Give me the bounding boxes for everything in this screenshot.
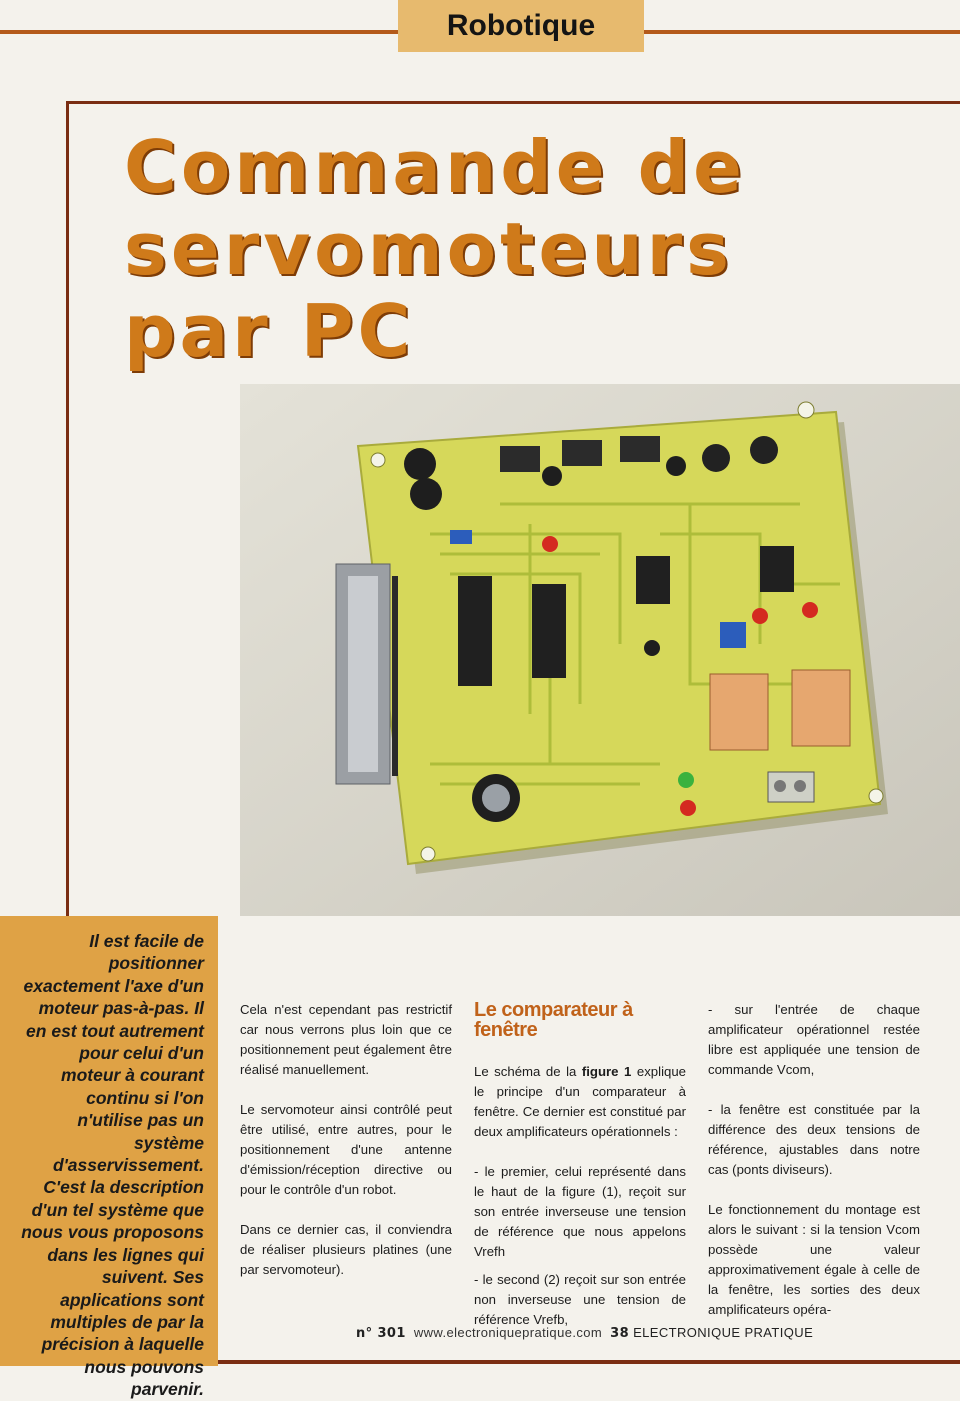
intro-text: Il est facile de positionner exactement l'axe d'un moteur pas-à-pas. Il en est tout autrement pour celui d'un moteur à courant continu si l'on n'utilise pas un système d'asservissement. C'est la description d'un tel système que nous vous proposons dans les lignes qui suivent. Ses applications sont multiples de par la précision à laquelle nous pouvons parvenir. <box>21 931 204 1400</box>
col2-paragraph: - le second (2) reçoit sur son entrée non inverseuse une tension de référence Vrefb, <box>474 1272 686 1327</box>
col1-paragraph: Cela n'est cependant pas restrictif car nous verrons plus loin que ce positionnement peut également être réalisé manuellement. <box>240 1002 452 1077</box>
col2-paragraph: - le premier, celui représenté dans le haut de la figure (1), reçoit sur son entrée inverseuse une tension de référence que nous appelons Vrefh <box>474 1164 686 1259</box>
header-rule-right <box>644 30 960 34</box>
intro-box <box>0 916 218 1400</box>
col3-paragraph: Le fonctionnement du montage est alors le suivant : si la tension Vcom possède une valeur approximativement égale à celle de la fenêtre, les sorties des deux amplificateurs opéra- <box>708 1202 920 1317</box>
col1-paragraph: Le servomoteur ainsi contrôlé peut être utilisé, entre autres, pour le positionnement d'une antenne d'émission/réception directive ou pour le contrôle d'un robot. <box>240 1102 452 1197</box>
article-title <box>124 126 884 372</box>
header-rule-left <box>0 30 398 34</box>
pcb-photo <box>240 384 960 916</box>
col2-paragraph <box>474 1062 686 1142</box>
section-heading: Le comparateur à fenêtre <box>474 999 633 1041</box>
column-1 <box>240 1000 452 1300</box>
page-number: 38 <box>610 1326 630 1341</box>
col1-paragraph: Dans ce dernier cas, il conviendra de réaliser plusieurs platines (une par servomoteur). <box>240 1222 452 1277</box>
section-label: Robotique <box>398 0 644 52</box>
page-footer <box>356 1325 813 1341</box>
title-line-1: Commande de <box>124 125 747 209</box>
column-2 <box>474 1000 686 1350</box>
issue-number: n° 301 <box>356 1326 406 1341</box>
col3-paragraph: - la fenêtre est constituée par la différence des deux tensions de référence, ajustables dans notre cas (ponts diviseurs). <box>708 1102 920 1177</box>
title-frame-left <box>66 101 69 916</box>
col2-text: Le schéma de la <box>474 1064 582 1079</box>
title-frame-top <box>66 101 960 104</box>
figure-ref: figure 1 <box>581 1064 632 1079</box>
website-url: www.electroniquepratique.com <box>413 1325 603 1340</box>
title-line-2: servomoteurs <box>124 207 733 291</box>
col2-text: explique le principe d'un comparateur à fenêtre. Ce dernier est constitué par deux amplificateurs opérationnels : <box>474 1064 687 1139</box>
column-3 <box>708 1000 920 1340</box>
col3-paragraph: - sur l'entrée de chaque amplificateur opérationnel restée libre est appliquée une tension de commande Vcom, <box>708 1002 920 1077</box>
title-line-3: par PC <box>124 289 415 373</box>
footer-rule <box>218 1360 960 1364</box>
magazine-name: ELECTRONIQUE PRATIQUE <box>633 1325 814 1340</box>
